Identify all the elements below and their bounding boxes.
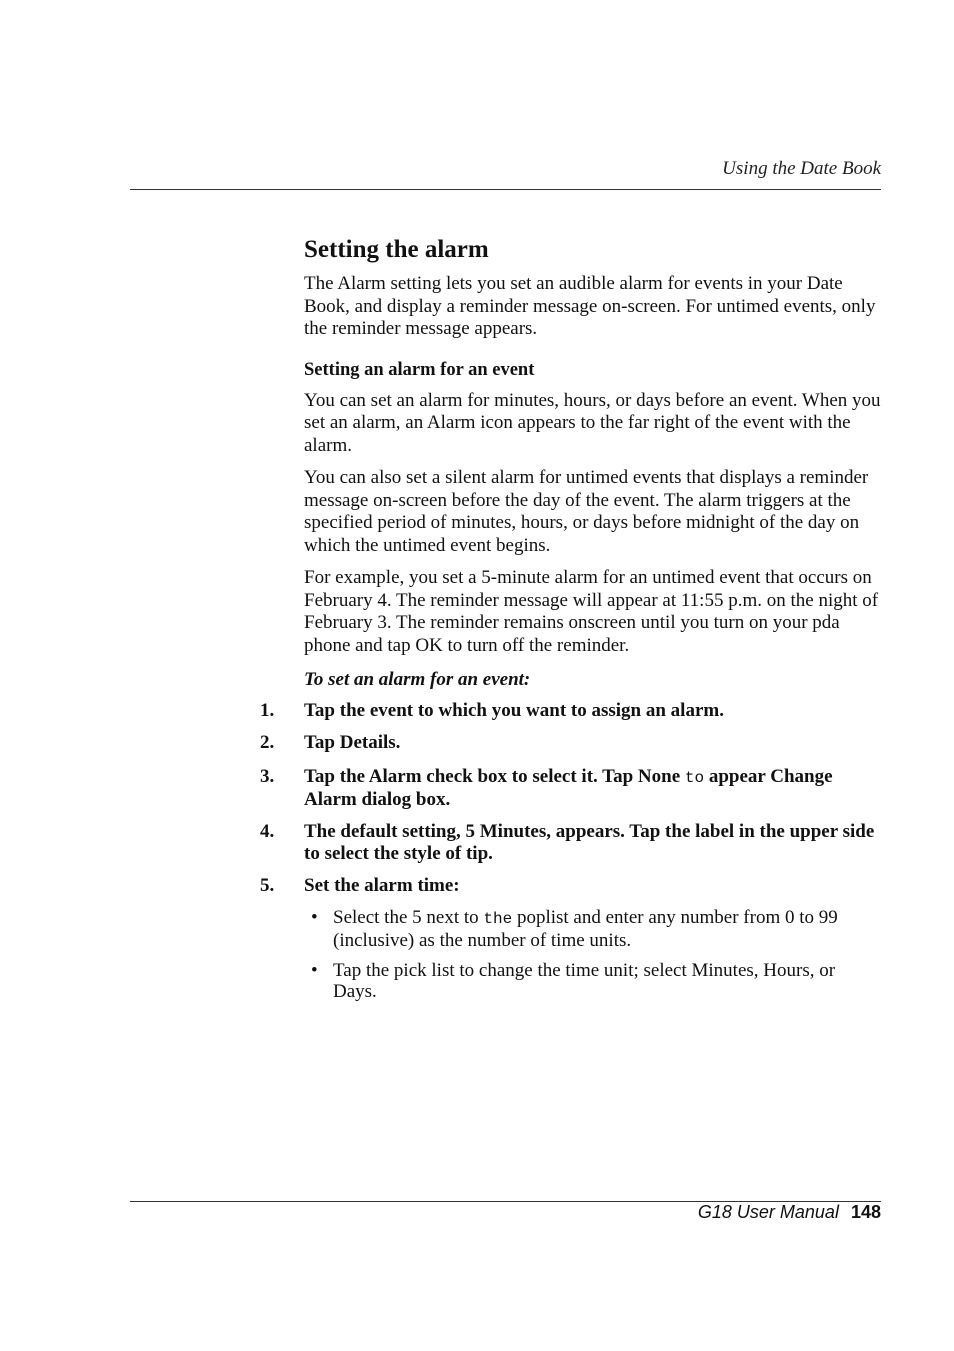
step-item: [260, 875, 882, 897]
procedure-steps: [260, 700, 882, 897]
body-paragraph: You can set an alarm for minutes, hours, or days before an event. When you set an alarm, an Alarm icon appears to the far right of the event with the alarm.: [304, 389, 881, 456]
step-text: The default setting, 5 Minutes, appears. Tap the label in the upper side to select the style of tip.: [304, 821, 875, 864]
page-number: 148: [850, 1202, 881, 1222]
bullet-item: [304, 960, 882, 1002]
bullet-marker: •: [311, 960, 318, 981]
section-intro: The Alarm setting lets you set an audible alarm for events in your Date Book, and display a reminder message on-screen. For untimed events, only the reminder message appears.: [304, 273, 876, 339]
step-text: appear Change Alarm dialog box.: [304, 766, 833, 810]
section-title: Setting the alarm: [304, 236, 489, 263]
step-number: 1.: [260, 700, 275, 721]
step-item: [260, 766, 882, 811]
step-item: [260, 821, 882, 865]
step-text: Tap the Alarm check box to select it. Tap None: [304, 766, 685, 787]
step-item: [260, 700, 882, 722]
bullet-marker: •: [311, 907, 318, 928]
manual-name: G18 User Manual: [697, 1202, 839, 1222]
step-number: 2.: [260, 732, 275, 753]
bullet-text: poplist and enter any number from 0 to 99 (inclusive) as the number of time units.: [333, 907, 838, 951]
header-rule: [130, 189, 881, 190]
running-header: Using the Date Book: [722, 158, 881, 179]
step-number: 4.: [260, 821, 275, 842]
code-text: the: [483, 910, 513, 928]
subsection-title: Setting an alarm for an event: [304, 359, 535, 380]
code-text: to: [684, 769, 705, 787]
procedure-title: To set an alarm for an event:: [304, 669, 531, 690]
step-number: 3.: [260, 766, 275, 787]
bullet-text: Select the 5 next to: [333, 907, 484, 928]
body-paragraph: You can also set a silent alarm for untimed events that displays a reminder message on-screen before the day of the event. The alarm triggers at the specified period of minutes, hours, or days before midnight of the day on which the untimed event begins.: [304, 467, 869, 556]
bullet-item: [304, 907, 882, 951]
step-text: Set the alarm time:: [304, 875, 460, 896]
body-paragraph: For example, you set a 5-minute alarm for an untimed event that occurs on February 4. The reminder message will appear at 11:55 p.m. on the night of February 3. The reminder remains onscreen until you turn on your pda phone and tap OK to turn off the reminder.: [304, 567, 879, 656]
main-content: [260, 234, 882, 1011]
bullet-text: Tap the pick list to change the time unit; select Minutes, Hours, or Days.: [333, 960, 836, 1002]
step-text: Tap the event to which you want to assign an alarm.: [304, 700, 724, 721]
sub-bullet-list: [304, 907, 882, 1002]
page-footer: [698, 1202, 881, 1223]
step-item: [260, 732, 882, 754]
step-text: Tap Details.: [304, 732, 401, 753]
step-number: 5.: [260, 875, 275, 896]
